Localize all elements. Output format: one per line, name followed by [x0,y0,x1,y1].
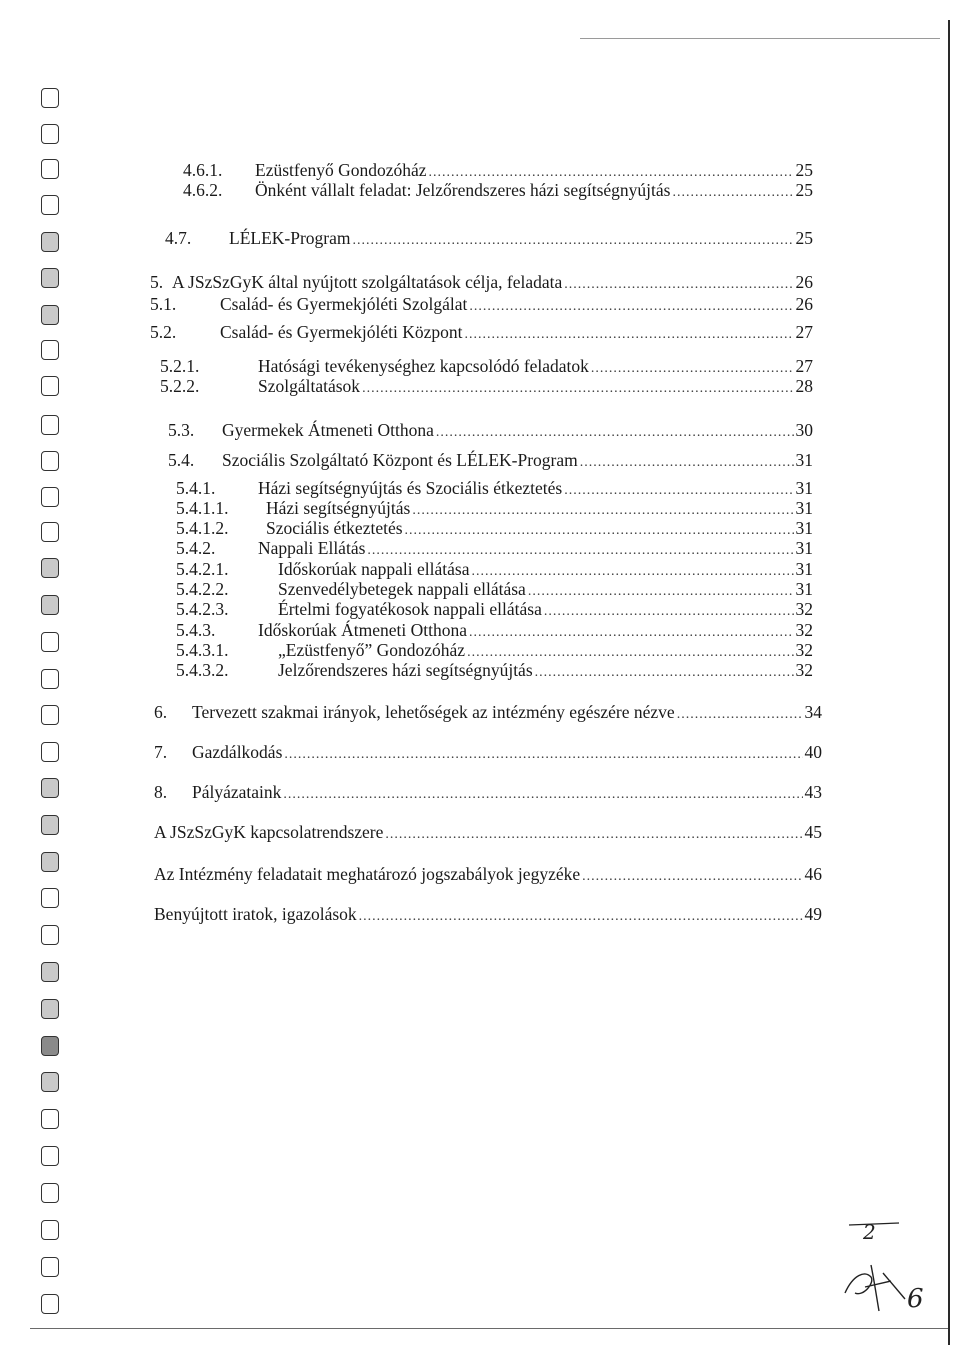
binder-hole [41,159,59,179]
signature-initial: 6 [907,1284,924,1314]
toc-number: 5.2.2. [160,376,200,396]
toc-entry [176,660,813,683]
toc-page: 31 [795,579,813,599]
toc-page: 25 [795,228,813,248]
toc-number: 4.6.2. [183,180,223,200]
toc-page: 32 [795,599,813,619]
toc-entry [154,782,822,805]
toc-page: 45 [804,822,822,842]
toc-leader [582,867,802,887]
toc-leader [385,825,802,845]
bottom-edge-line [30,1328,948,1329]
toc-entry [150,294,813,317]
binder-hole [41,1109,59,1129]
toc-page: 40 [804,742,822,762]
toc-entry [154,864,822,887]
toc-entry [168,420,813,443]
toc-title: Pályázataink [192,782,282,802]
toc-page: 43 [804,782,822,802]
binder-hole [41,999,59,1019]
toc-number: 7. [154,742,168,762]
binder-hole [41,88,59,108]
toc-number: 5.4.2.2. [176,579,229,599]
toc-number: 5.4.3. [176,620,216,640]
toc-title: Ezüstfenyő Gondozóház [255,160,427,180]
toc-number: 6. [154,702,168,722]
toc-leader [465,325,794,345]
toc-page: 31 [795,538,813,558]
binder-hole [41,962,59,982]
toc-page: 28 [795,376,813,396]
binder-hole [41,595,59,615]
toc-number: 4.7. [165,228,192,248]
binder-hole [41,815,59,835]
toc-title: Gazdálkodás [192,742,283,762]
toc-title: LÉLEK-Program [229,228,351,248]
toc-page: 32 [795,620,813,640]
toc-page: 27 [795,322,813,342]
toc-page: 49 [804,904,822,924]
toc-page: 25 [795,180,813,200]
toc-page: 32 [795,660,813,680]
signature-page-mark: 2 [863,1220,876,1244]
toc-title: Nappali Ellátás [258,538,366,558]
binder-hole [41,925,59,945]
toc-page: 26 [795,272,813,292]
toc-title: Időskorúak nappali ellátása [278,559,470,579]
toc-title: Szociális étkeztetés [266,518,403,538]
toc-leader [580,453,794,473]
toc-page: 32 [795,640,813,660]
toc-leader [535,663,794,683]
toc-page: 27 [795,356,813,376]
toc-leader [469,297,793,317]
toc-page: 31 [795,450,813,470]
toc-leader [677,705,803,725]
toc-number: 5.4.2.3. [176,599,229,619]
toc-number: 5.4.1.1. [176,498,229,518]
toc-number: 5.3. [168,420,195,440]
toc-title: Időskorúak Átmeneti Otthona [258,620,467,640]
toc-leader [544,602,794,622]
toc-title: Házi segítségnyújtás és Szociális étkeztetés [258,478,563,498]
toc-title: Szolgáltatások [258,376,361,396]
binder-hole [41,1220,59,1240]
toc-entry [168,450,813,473]
binder-hole [41,742,59,762]
toc-leader [283,785,802,805]
toc-page: 25 [795,160,813,180]
toc-leader [284,745,802,765]
binder-hole [41,1036,59,1056]
toc-leader [362,379,793,399]
toc-page: 30 [795,420,813,440]
toc-page: 34 [804,702,822,722]
binder-hole [41,522,59,542]
toc-entry [176,538,813,561]
binder-hole [41,778,59,798]
toc-number: 5. [150,272,164,292]
binder-hole [41,487,59,507]
binder-hole [41,415,59,435]
toc-title: „Ezüstfenyő” Gondozóház [278,640,466,660]
handwritten-signature [835,1215,935,1315]
toc-entry [160,376,813,399]
toc-number: 5.4.1.2. [176,518,229,538]
toc-leader [672,183,793,203]
binder-hole [41,376,59,396]
toc-page: 26 [795,294,813,314]
toc-number: 5.1. [150,294,177,314]
right-page-border [948,20,950,1345]
toc-title: Család- és Gyermekjóléti Központ [220,322,463,342]
toc-title: Az Intézmény feladatait meghatározó jogszabályok jegyzéke [154,864,581,884]
binder-hole [41,340,59,360]
binder-hole [41,195,59,215]
toc-title: Értelmi fogyatékosok nappali ellátása [278,599,542,619]
binder-hole [41,558,59,578]
binder-hole [41,1257,59,1277]
binder-hole [41,124,59,144]
toc-entry [154,904,822,927]
toc-number: 5.4.2.1. [176,559,229,579]
binder-holes [0,0,60,1358]
toc-page: 46 [804,864,822,884]
toc-title: Tervezett szakmai irányok, lehetőségek az intézmény egészére nézve [192,702,675,722]
toc-leader [564,275,793,295]
toc-title: Házi segítségnyújtás [266,498,411,518]
top-edge-line [580,38,940,39]
toc-page: 31 [795,498,813,518]
toc-number: 5.2.1. [160,356,200,376]
binder-hole [41,1183,59,1203]
toc-entry [183,180,813,203]
toc-page: 31 [795,478,813,498]
toc-entry [154,822,822,845]
toc-number: 8. [154,782,168,802]
binder-hole [41,632,59,652]
toc-entry [165,228,813,251]
toc-number: 5.2. [150,322,177,342]
binder-hole [41,1146,59,1166]
toc-title: Család- és Gyermekjóléti Szolgálat [220,294,468,314]
toc-entry [176,599,813,622]
binder-hole [41,705,59,725]
binder-hole [41,268,59,288]
binder-hole [41,1072,59,1092]
toc-page: 31 [795,559,813,579]
toc-entry [150,322,813,345]
toc-leader [353,231,794,251]
toc-leader [436,423,794,443]
toc-entry [154,742,822,765]
toc-title: Szociális Szolgáltató Központ és LÉLEK-Program [222,450,578,470]
binder-hole [41,852,59,872]
toc-entry [150,272,813,295]
toc-number: 5.4. [168,450,195,470]
toc-title: A JSzSzGyK kapcsolatrendszere [154,822,384,842]
binder-hole [41,888,59,908]
toc-title: Hatósági tevékenységhez kapcsolódó feladatok [258,356,589,376]
toc-title: Jelzőrendszeres házi segítségnyújtás [278,660,533,680]
toc-number: 5.4.3.2. [176,660,229,680]
binder-hole [41,1294,59,1314]
toc-leader [359,907,803,927]
toc-title: Szenvedélybetegek nappali ellátása [278,579,526,599]
toc-entry [154,702,822,725]
toc-leader [367,541,793,561]
toc-number: 5.4.2. [176,538,216,558]
binder-hole [41,305,59,325]
toc-title: Önként vállalt feladat: Jelzőrendszeres házi segítségnyújtás [255,180,671,200]
toc-title: Gyermekek Átmeneti Otthona [222,420,434,440]
toc-number: 5.4.3.1. [176,640,229,660]
binder-hole [41,669,59,689]
toc-page: 31 [795,518,813,538]
toc-title: A JSzSzGyK által nyújtott szolgáltatások célja, feladata [172,272,563,292]
binder-hole [41,232,59,252]
toc-number: 4.6.1. [183,160,223,180]
binder-hole [41,451,59,471]
toc-title: Benyújtott iratok, igazolások [154,904,357,924]
toc-number: 5.4.1. [176,478,216,498]
